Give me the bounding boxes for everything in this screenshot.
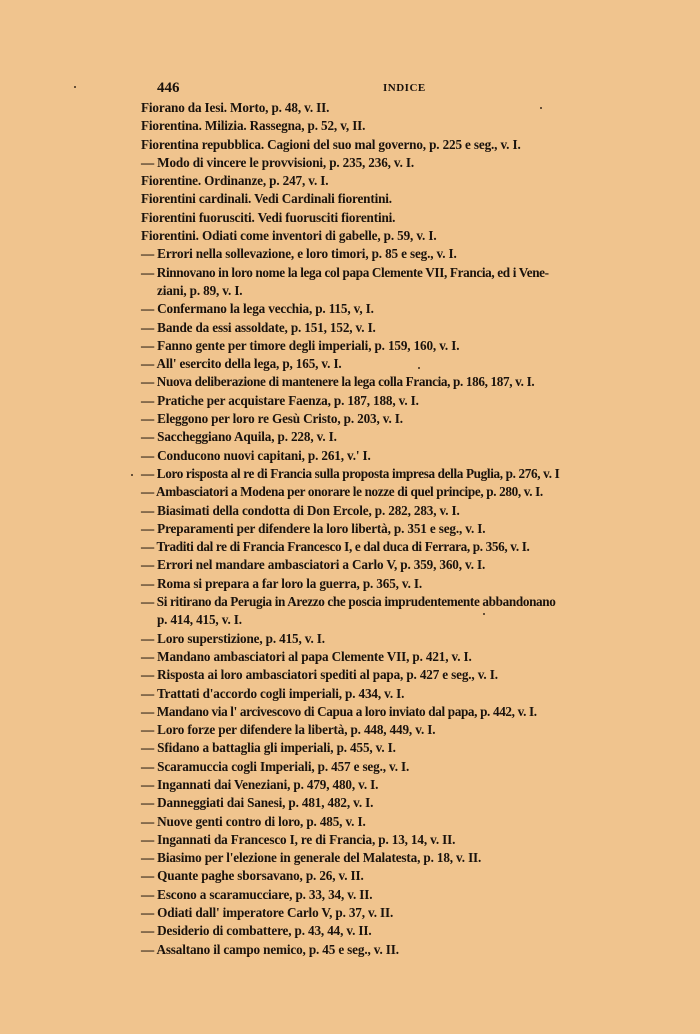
- index-entry: Fiorentini. Odiati come inventori di gabelle, p. 59, v. I.: [141, 228, 437, 244]
- index-entry: — Desiderio di combattere, p. 43, 44, v. II.: [141, 923, 372, 939]
- index-entry: — Scaramuccia cogli Imperiali, p. 457 e seg., v. I.: [141, 758, 410, 774]
- index-entry: — Assaltano il campo nemico, p. 45 e seg., v. II.: [141, 941, 399, 957]
- print-speck: [418, 367, 420, 369]
- index-entry: — Eleggono per loro re Gesù Cristo, p. 203, v. I.: [141, 411, 403, 427]
- index-entry: — Conducono nuovi capitani, p. 261, v.' I.: [141, 447, 371, 463]
- index-entry: — Nuova deliberazione di mantenere la lega colla Francia, p. 186, 187, v. I.: [141, 374, 535, 390]
- index-entry: — Odiati dall' imperatore Carlo V, p. 37, v. II.: [141, 905, 394, 921]
- index-entry: Fiorentini fuorusciti. Vedi fuorusciti fiorentini.: [141, 209, 396, 225]
- index-entry: — Trattati d'accordo cogli imperiali, p. 434, v. I.: [141, 685, 405, 701]
- index-entry: Fiorentina. Milizia. Rassegna, p. 52, v, II.: [141, 118, 366, 134]
- index-entry: — Mandano via l' arcivescovo di Capua a loro inviato dal papa, p. 442, v. I.: [141, 703, 537, 719]
- index-entry: — Biasimo per l'elezione in generale del Malatesta, p. 18, v. II.: [141, 850, 482, 866]
- index-entry: — Loro risposta al re di Francia sulla proposta impresa della Puglia, p. 276, v. I: [141, 465, 560, 481]
- index-entry: — Errori nel mandare ambasciatori a Carlo V, p. 359, 360, v. I.: [141, 557, 486, 573]
- index-entry: — Rinnovano in loro nome la lega col papa Clemente VII, Francia, ed i Vene-: [141, 264, 549, 280]
- print-speck: [540, 107, 542, 109]
- index-entry: — Loro forze per difendere la libertà, p. 448, 449, v. I.: [141, 722, 436, 738]
- index-entry: — Danneggiati dai Sanesi, p. 481, 482, v. I.: [141, 795, 374, 811]
- index-entry: — Bande da essi assoldate, p. 151, 152, v. I.: [141, 319, 376, 335]
- index-entry: — Traditi dal re di Francia Francesco I, e dal duca di Ferrara, p. 356, v. I.: [141, 539, 530, 555]
- index-entry: Fiorano da Iesi. Morto, p. 48, v. II.: [141, 100, 330, 115]
- index-entry: — All' esercito della lega, p, 165, v. I.: [141, 356, 342, 372]
- index-entry: — Pratiche per acquistare Faenza, p. 187, 188, v. I.: [141, 392, 419, 408]
- index-entry: Fiorentina repubblica. Cagioni del suo mal governo, p. 225 e seg., v. I.: [141, 136, 521, 152]
- print-speck: [131, 474, 133, 476]
- index-entry: — Ingannati dai Veneziani, p. 479, 480, v. I.: [141, 776, 379, 792]
- index-entry: — Risposta ai loro ambasciatori spediti al papa, p. 427 e seg., v. I.: [141, 667, 498, 683]
- index-entry: — Confermano la lega vecchia, p. 115, v, I.: [141, 301, 374, 317]
- index-entry: — Ingannati da Francesco I, re di Francia, p. 13, 14, v. II.: [141, 831, 456, 847]
- index-entry: — Sfidano a battaglia gli imperiali, p. 455, v. I.: [141, 740, 396, 756]
- index-entry-continuation: ziani, p. 89, v. I.: [157, 282, 243, 298]
- index-entry: — Errori nella sollevazione, e loro timori, p. 85 e seg., v. I.: [141, 246, 457, 262]
- index-entry: — Ambasciatori a Modena per onorare le nozze di quel principe, p. 280, v. I.: [141, 484, 543, 500]
- index-entry: — Modo di vincere le provvisioni, p. 235, 236, v. I.: [141, 154, 415, 170]
- index-entry: — Escono a scaramucciare, p. 33, 34, v. II.: [141, 886, 373, 902]
- index-entry: Fiorentini cardinali. Vedi Cardinali fiorentini.: [141, 191, 392, 207]
- index-entry: — Nuove genti contro di loro, p. 485, v. I.: [141, 813, 366, 829]
- running-title: INDICE: [383, 82, 426, 94]
- index-entry: — Saccheggiano Aquila, p. 228, v. I.: [141, 429, 337, 445]
- index-entry: — Biasimati della condotta di Don Ercole, p. 282, 283, v. I.: [141, 502, 460, 518]
- page-header: [141, 80, 641, 98]
- print-speck: [74, 86, 76, 88]
- print-speck: [483, 613, 485, 615]
- index-entry: — Si ritirano da Perugia in Arezzo che poscia imprudentemente abbandonano: [141, 594, 556, 610]
- index-entry: — Fanno gente per timore degli imperiali, p. 159, 160, v. I.: [141, 337, 460, 353]
- index-entry: — Loro superstizione, p. 415, v. I.: [141, 630, 325, 646]
- index-entry: — Mandano ambasciatori al papa Clemente VII, p. 421, v. I.: [141, 648, 472, 664]
- page-number: 446: [157, 80, 180, 96]
- index-entries: [141, 99, 661, 959]
- index-entry: — Preparamenti per difendere la loro libertà, p. 351 e seg., v. I.: [141, 520, 486, 536]
- index-entry: — Quante paghe sborsavano, p. 26, v. II.: [141, 868, 364, 884]
- index-entry: Fiorentine. Ordinanze, p. 247, v. I.: [141, 173, 329, 189]
- index-entry: — Roma si prepara a far loro la guerra, p. 365, v. I.: [141, 575, 423, 591]
- index-entry-continuation: p. 414, 415, v. I.: [157, 612, 242, 628]
